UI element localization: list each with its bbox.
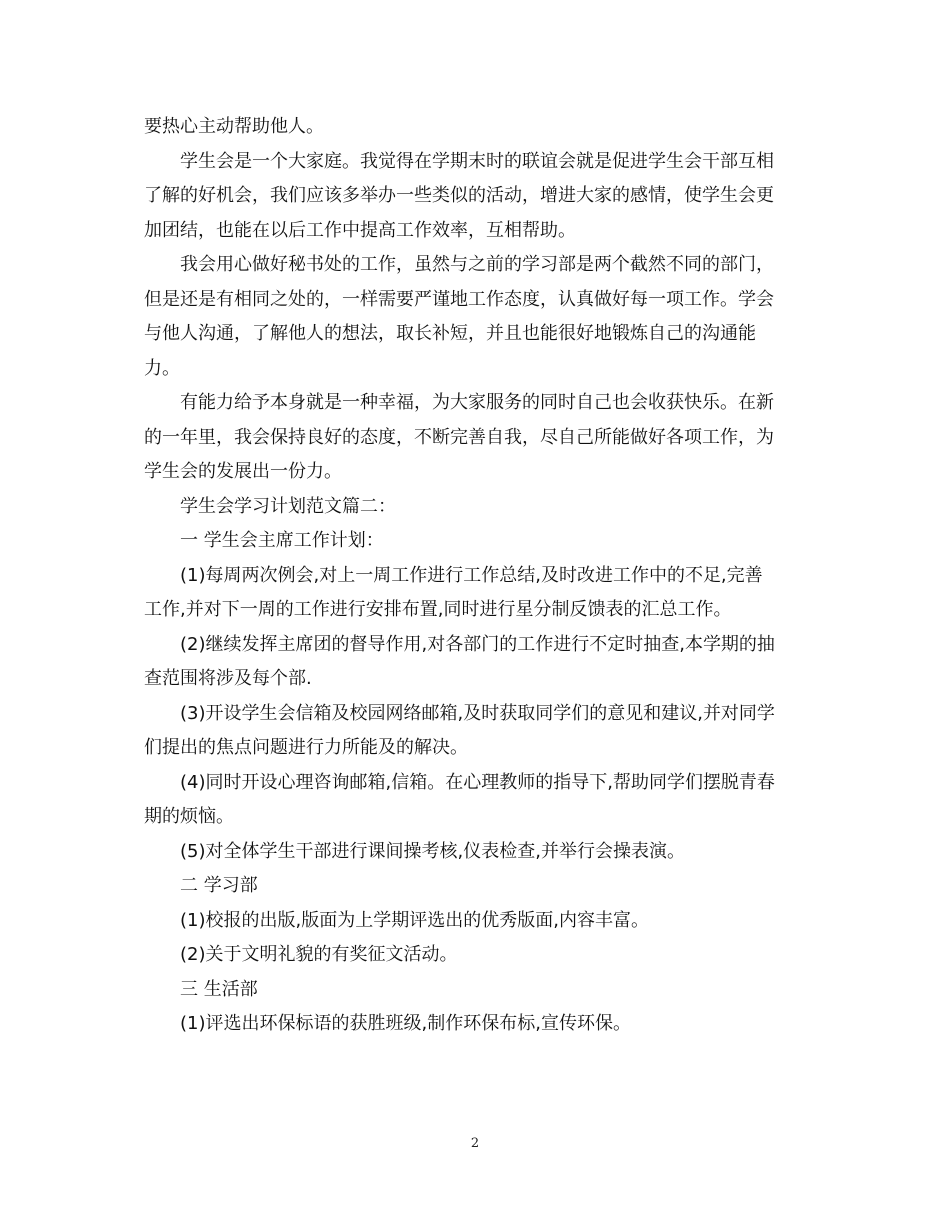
- section-heading: 二 学习部: [180, 875, 258, 896]
- list-item-line: 查范围将涉及每个部.: [144, 668, 312, 689]
- text-line: 学生会是一个大家庭。我觉得在学期末时的联谊会就是促进学生会干部互相: [180, 150, 774, 172]
- text-line: 学生会的发展出一份力。: [144, 461, 342, 482]
- list-item-line: (1)评选出环保标语的获胜班级,制作环保布标,宣传环保。: [180, 1013, 631, 1034]
- list-item-line: 工作,并对下一周的工作进行安排布置,同时进行星分制反馈表的汇总工作。: [144, 599, 732, 620]
- list-item-line: (3)开设学生会信箱及校园网络邮箱,及时获取同学们的意见和建议,并对同学: [180, 702, 775, 724]
- page-number: 2: [470, 1136, 480, 1151]
- list-item-line: (2)关于文明礼貌的有奖征文活动。: [180, 944, 458, 965]
- text-line: 要热心主动帮助他人。: [144, 116, 324, 137]
- text-line: 的一年里，我会保持良好的态度，不断完善自我，尽自己所能做好各项工作，为: [144, 426, 774, 448]
- text-line: 我会用心做好秘书处的工作，虽然与之前的学习部是两个截然不同的部门，: [180, 254, 774, 275]
- list-item-line: (2)继续发挥主席团的督导作用,对各部门的工作进行不定时抽查,本学期的抽: [180, 633, 775, 655]
- text-line: 了解的好机会，我们应该多举办一些类似的活动，增进大家的感情，使学生会更: [144, 185, 774, 206]
- text-line: 力。: [144, 357, 180, 379]
- list-item-line: (1)每周两次例会,对上一周工作进行工作总结,及时改进工作中的不足,完善: [180, 564, 763, 586]
- text-line: 加团结，也能在以后工作中提高工作效率，互相帮助。: [144, 219, 576, 241]
- list-item-line: 们提出的焦点问题进行力所能及的解决。: [144, 737, 468, 758]
- section-heading: 一 学生会主席工作计划：: [180, 530, 384, 551]
- list-item-line: 期的烦恼。: [144, 806, 234, 827]
- list-item-line: (1)校报的出版,版面为上学期评选出的优秀版面,内容丰富。: [180, 909, 649, 931]
- section-heading: 三 生活部: [180, 978, 258, 1000]
- list-item-line: (5)对全体学生干部进行课间操考核,仪表检查,并举行会操表演。: [180, 840, 685, 862]
- text-line: 有能力给予本身就是一种幸福，为大家服务的同时自己也会收获快乐。在新: [180, 392, 774, 413]
- document-body: [144, 110, 808, 1042]
- section-heading: 学生会学习计划范文篇二：: [180, 495, 396, 517]
- list-item-line: (4)同时开设心理咨询邮箱,信箱。在心理教师的指导下,帮助同学们摆脱青春: [180, 771, 775, 793]
- text-line: 与他人沟通，了解他人的想法，取长补短，并且也能很好地锻炼自己的沟通能: [144, 323, 756, 344]
- text-line: 但是还是有相同之处的，一样需要严谨地工作态度，认真做好每一项工作。学会: [144, 288, 774, 310]
